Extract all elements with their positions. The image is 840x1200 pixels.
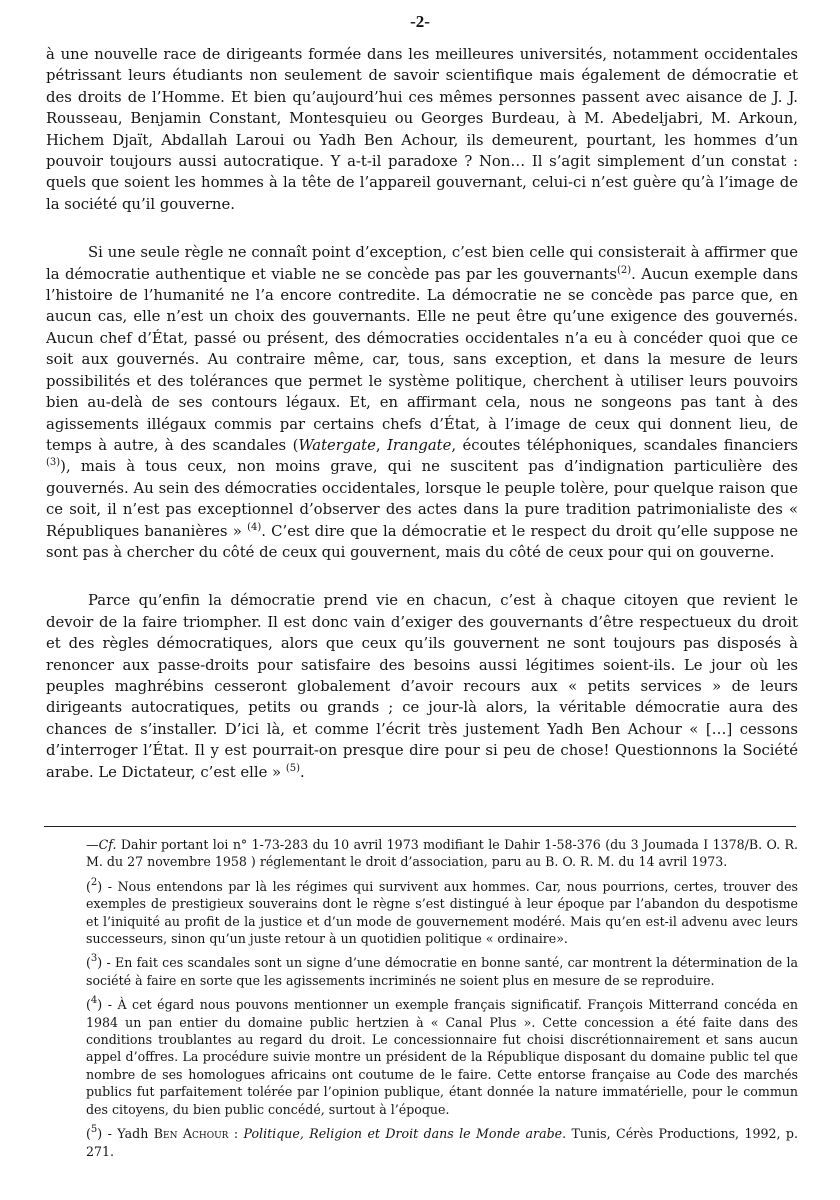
paragraph-2-part-e: . C’est dire que la démocratie et le respect du droit qu’elle suppose ne sont pas à chercher du côté de ceux qui gouvernent, mais du côté de ceux pour qui on gouverne. (46, 522, 798, 561)
paragraph-2-part-c: , écoutes téléphoniques, scandales financiers (451, 436, 798, 454)
footnote-5-title: Politique, Religion et Droit dans le Monde arabe (243, 1126, 563, 1142)
paragraph-2 (46, 242, 798, 563)
footnote-ref-2[interactable]: (2) (616, 264, 632, 276)
footnote-1-text: Dahir portant loi n° 1-73-283 du 10 avril 1973 modifiant le Dahir 1-58-376 (du 3 Joumada I 1378/B. O. R. M. du 27 novembre 1958 ) réglementant le droit d’association, paru au B. O. R. M. du 14 avril 1973. (86, 837, 798, 870)
irangate-term: Irangate (387, 436, 452, 454)
footnote-3-close: ) (97, 955, 103, 971)
footnote-5-rest: . Tunis, Cérès Productions, 1992, p. 271. (86, 1126, 798, 1159)
paragraph-3 (46, 590, 798, 783)
paragraph-3-part-b: . (300, 763, 305, 781)
footnote-5-close: ) (97, 1126, 103, 1142)
footnote-5-colon: : (228, 1126, 244, 1142)
footnote-2 (86, 878, 798, 948)
footnotes (86, 836, 798, 1167)
paragraph-2-comma: , (375, 436, 388, 454)
footnote-5 (86, 1125, 798, 1160)
paragraph-2-part-b: . Aucun exemple dans l’histoire de l’humanité ne l’a encore contredite. La démocratie ne se concède pas parce que, en aucun cas, elle n’est un choix des gouvernants. Elle ne peut être qu’une exigence des gouvernés. Aucun chef d’État, passé ou présent, des démocraties occidentales n’a eu à concéder quoi que ce soit aux gouvernés. Au contraire même, car, tous, sans exception, et dans la mesure de leurs possibilités et des tolérances que permet le système politique, cherchent à utiliser leurs pouvoirs bien au-delà de ses contours légaux. Et, en affirmant cela, nous ne songeons pas tant à des agissements illégaux commis par certains chefs d’État, à l’image de ceux qui donnent lieu, de temps à autre, à des scandales ( (46, 265, 798, 454)
footnote-5-open: ( (86, 1126, 91, 1142)
footnote-2-text: - Nous entendons par là les régimes qui survivent aux hommes. Car, nous pourrions, certes, trouver des exemples de prestigieux souverains dont le règne s’est distingué à leur époque par l’abandon du despotisme et l’iniquité au profit de la justice et d’un mode de gouvernement modéré. Mais qu’en est-il advenu avec leurs successeurs, sinon qu’un juste retour à un quotidien politique « ordinaire». (86, 878, 798, 947)
footnote-3-text: - En fait ces scandales sont un signe d’une démocratie en bonne santé, car montrent la détermination de la société à faire en sorte que les agissements incriminés ne soient plus en mesure de se reproduire. (86, 955, 798, 988)
footnote-4-open: ( (86, 997, 91, 1013)
footnote-5-number: 5 (90, 1124, 98, 1136)
footnote-2-open: ( (86, 878, 91, 894)
body-text (46, 44, 798, 783)
watergate-term: Watergate (298, 436, 376, 454)
footnote-4-close: ) (97, 997, 103, 1013)
paragraph-2-part-a: Si une seule règle ne connaît point d’exception, c’est bien celle qui consisterait à affirmer que la démocratie authentique et viable ne se concède pas par les gouvernants (46, 244, 798, 283)
footnote-4-number: 4 (90, 995, 98, 1007)
footnote-4-text: - À cet égard nous pouvons mentionner un exemple français significatif. François Mitterrand concéda en 1984 un pan entier du domaine public hertzien à « Canal Plus ». Cette concession a été faite dans des conditions troublantes au regard du droit. Le concessionnaire fut choisi discrétionnairement et sans aucun appel d’offres. La procédure suivie montre un président de la République disposant du domaine public tel que nombre de ses homologues africains ont coutume de le faire. Cette entorse française au Code des marchés publics fut parfaitement tolérée par l’opinion publique, étant donnée la nature immatérielle, pour le commun des citoyens, du bien public concédé, surtout à l’époque. (86, 997, 798, 1117)
footnote-ref-3[interactable]: (3) (46, 457, 61, 469)
footnote-2-number: 2 (90, 876, 98, 888)
footnote-1-cf: Cf. (98, 837, 117, 852)
page-number: -2- (410, 12, 430, 31)
footnote-3 (86, 954, 798, 989)
footnote-1 (86, 836, 798, 871)
footnote-3-number: 3 (90, 953, 98, 965)
footnote-ref-4[interactable]: (4) (247, 521, 262, 533)
footnote-5-author: Ben Achour (153, 1126, 229, 1142)
footnote-divider (44, 826, 796, 827)
paragraph-3-part-a: Parce qu’enfin la démocratie prend vie en chacun, c’est à chaque citoyen que revient le devoir de la faire triompher. Il est donc vain d’exiger des gouvernants d’être respectueux du droit et des règles démocratiques, alors que ceux qu’ils gouvernent ne sont toujours pas disposés à renoncer aux passe-droits pour satisfaire des besoins aussi légitimes soient-ils. Le jour où les peuples maghrébins cesseront globalement d’avoir recours aux « petits services » de leurs dirigeants autocratiques, petits ou grands ; ce jour-là alors, la véritable démocratie aura des chances de s’installer. D’ici là, et comme l’écrit très justement Yadh Ben Achour « […] cessons d’interroger l’État. Il y est pourrait-on presque dire pour si peu de chose! Questionnons la Société arabe. Le Dictateur, c’est elle » (46, 592, 798, 781)
footnote-1-dash: — (86, 837, 99, 852)
footnote-4 (86, 996, 798, 1118)
paragraph-1: à une nouvelle race de dirigeants formée dans les meilleures universités, notamment occidentales pétrissant leurs étudiants non seulement de savoir scientifique mais également de démocratie et des droits de l’Homme. Et bien qu’aujourd’hui ces mêmes personnes passent avec aisance de J. J. Rousseau, Benjamin Constant, Montesquieu ou Georges Burdeau, à M. Abedeljabri, M. Arkoun, Hichem Djaït, Abdallah Laroui ou Yadh Ben Achour, ils demeurent, pourtant, les hommes d’un pouvoir toujours aussi autocratique. Y a-t-il paradoxe ? Non… Il s’agit simplement d’un constat : quels que soient les hommes à la tête de l’appareil gouvernant, celui-ci n’est guère qu’à l’image de la société qu’il gouverne. (46, 46, 798, 213)
paragraph-2-part-d: ), mais à tous ceux, non moins grave, qui ne suscitent pas d’indignation particulière des gouvernés. Au sein des démocraties occidentales, lorsque le peuple tolère, pour quelque raison que ce soit, il n’est pas exceptionnel d’observer des actes dans la pure tradition patrimonialiste des « Républiques bananières » (46, 458, 798, 540)
footnote-5-lead: - Yadh (102, 1126, 154, 1142)
footnote-ref-5[interactable]: (5) (285, 762, 300, 774)
footnote-3-open: ( (86, 955, 91, 971)
footnote-2-close: ) (97, 878, 103, 894)
